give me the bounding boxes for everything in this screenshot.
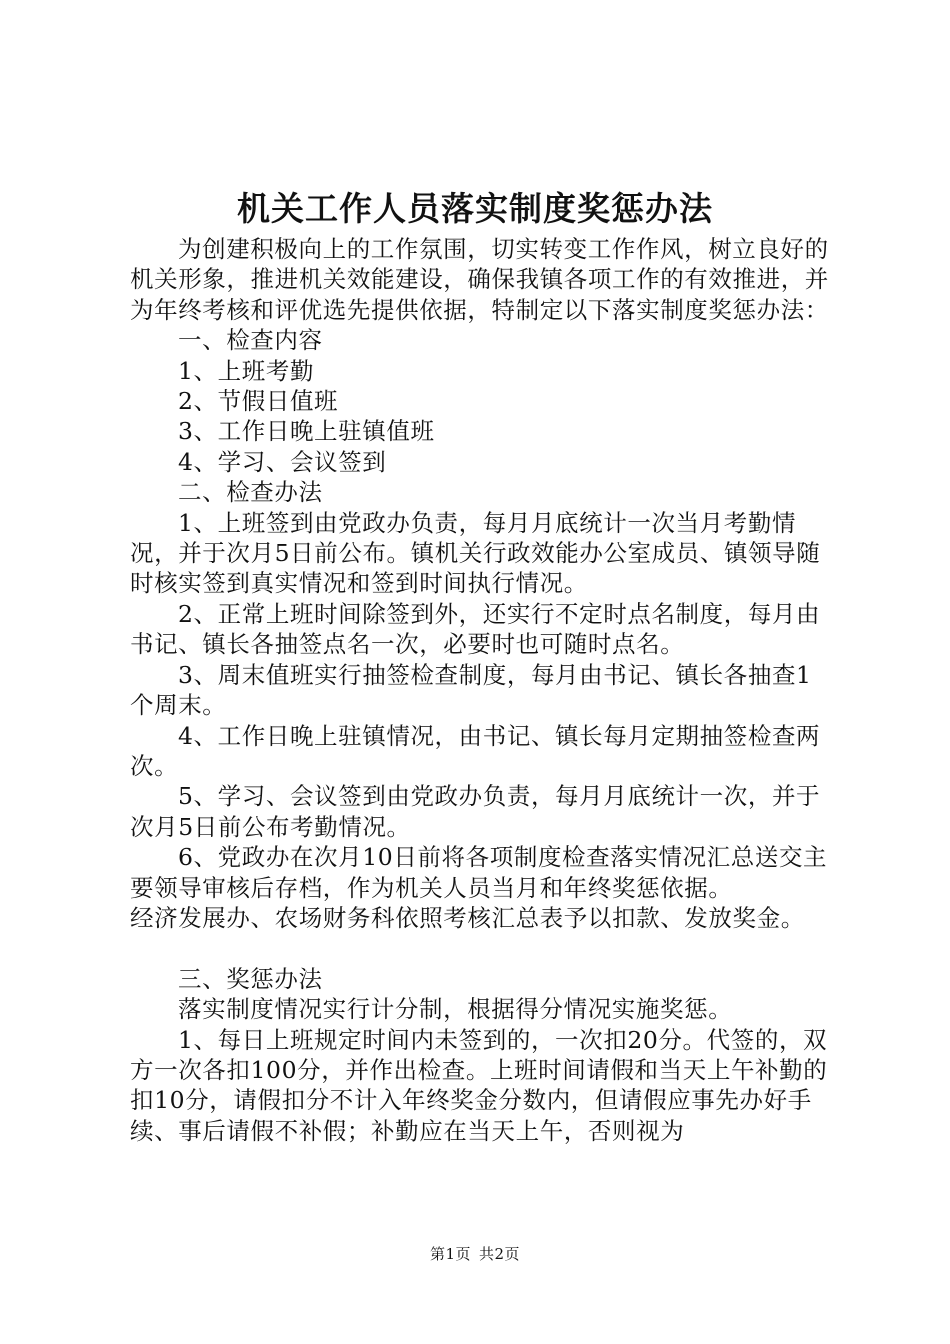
section-2-item-5: 5、学习、会议签到由党政办负责，每月月底统计一次，并于次月5日前公布考勤情况。 (130, 782, 821, 841)
section-3-intro: 落实制度情况实行计分制，根据得分情况实施奖惩。 (178, 995, 733, 1024)
section-1-item-4: 4、学习、会议签到 (178, 447, 387, 476)
document-title: 机关工作人员落实制度奖惩办法 (237, 189, 713, 228)
section-2-item-4: 4、工作日晚上驻镇情况，由书记、镇长每月定期抽签检查两次。 (130, 721, 821, 780)
page-footer (0, 1244, 950, 1264)
section-2-item-2: 2、正常上班时间除签到外，还实行不定时点名制度，每月由书记、镇长各抽签点名一次，必要时也可随时点名。 (130, 599, 821, 659)
section-1-item-3: 3、工作日晚上驻镇值班 (178, 417, 435, 446)
intro-paragraph: 为创建积极向上的工作氛围，切实转变工作作风，树立良好的机关形象，推进机关效能建设，确保我镇各项工作的有效推进，并为年终考核和评优选先提供依据，特制定以下落实制度奖惩办法： (130, 235, 829, 324)
page-total: 共2页 (479, 1245, 521, 1263)
section-2-item-3: 3、周末值班实行抽签检查制度，每月由书记、镇长各抽查1个周末。 (130, 660, 812, 720)
section-1-item-2: 2、节假日值班 (178, 387, 339, 416)
section-1-heading: 一、检查内容 (178, 326, 323, 355)
section-2-item-6: 6、党政办在次月10日前将各项制度检查落实情况汇总送交主要领导审核后存档，作为机关人员当月和年终奖惩依据。 (130, 843, 828, 902)
section-2-item-1: 1、上班签到由党政办负责，每月月底统计一次当月考勤情况，并于次月5日前公布。镇机关行政效能办公室成员、镇领导随时核实签到真实情况和签到时间执行情况。 (130, 508, 821, 598)
section-3-item-1: 1、每日上班规定时间内未签到的，一次扣20分。代签的，双方一次各扣100分，并作出检查。上班时间请假和当天上午补勤的扣10分，请假扣分不计入年终奖金分数内，但请假应事先办好手续、事后请假不补假；补勤应在当天上午，否则视为 (130, 1025, 828, 1145)
paragraph-spacer (130, 933, 830, 963)
section-1-item-1: 1、上班考勤 (178, 356, 315, 385)
section-2-extra-line: 经济发展办、农场财务科依照考核汇总表予以扣款、发放奖金。 (130, 903, 805, 932)
document-body (130, 234, 830, 1146)
section-2-heading: 二、检查办法 (178, 478, 323, 507)
section-3-heading: 三、奖惩办法 (178, 964, 323, 993)
page-number: 第1页 (429, 1245, 471, 1263)
